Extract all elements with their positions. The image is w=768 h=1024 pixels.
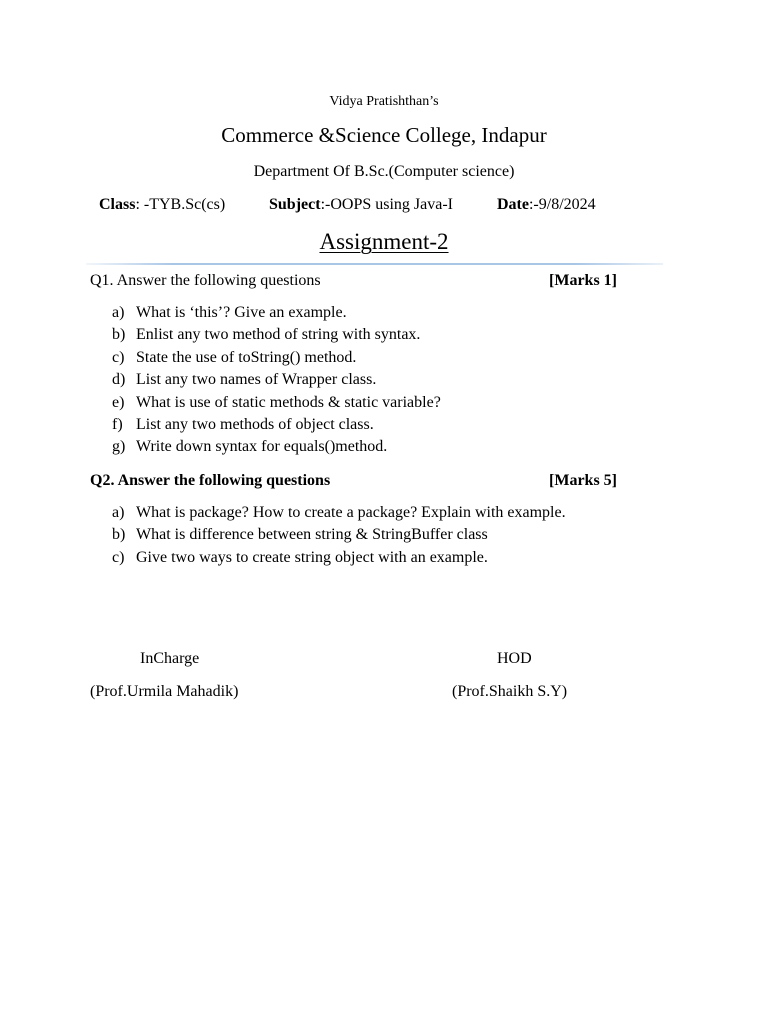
item-label: a) (112, 504, 125, 521)
item-text: What is ‘this’? Give an example. (136, 304, 347, 321)
list-item (112, 369, 441, 391)
incharge-role: InCharge (140, 650, 200, 667)
class-label: Class (99, 196, 136, 213)
q2-list (112, 502, 566, 569)
date-value: :-9/8/2024 (528, 196, 596, 213)
assignment-title: Assignment-2 (319, 229, 449, 254)
class-info (99, 196, 225, 214)
item-text: Enlist any two method of string with syntax. (136, 326, 421, 344)
list-item (112, 524, 566, 546)
item-label: c) (112, 548, 125, 566)
item-text: State the use of toString() method. (136, 348, 357, 366)
subject-value: :-OOPS using Java-I (320, 196, 453, 213)
list-item (112, 302, 441, 324)
item-text: Write down syntax for equals()method. (136, 438, 388, 456)
item-text: Give two ways to create string object with an example. (136, 548, 488, 566)
item-text: What is package? How to create a package? Explain with example. (136, 504, 566, 521)
item-text: List any two names of Wrapper class. (136, 371, 377, 389)
list-item (112, 547, 566, 569)
list-item (112, 436, 441, 458)
institute-name: Vidya Pratishthan’s (329, 94, 439, 109)
item-text: List any two methods of object class. (136, 415, 374, 433)
date-info (497, 196, 596, 214)
college-name: Commerce &Science College, Indapur (221, 123, 547, 147)
q2-marks: [Marks 5] (549, 472, 617, 489)
item-label: b) (112, 526, 126, 544)
class-value: : -TYB.Sc(cs) (135, 196, 226, 213)
subject-label: Subject (269, 196, 321, 213)
list-item (112, 324, 441, 346)
list-item (112, 392, 441, 414)
item-label: c) (112, 348, 125, 366)
list-item (112, 414, 441, 436)
q1-heading: Q1. Answer the following questions (90, 272, 321, 289)
hod-name: (Prof.Shaikh S.Y) (452, 683, 568, 700)
date-label: Date (497, 196, 529, 213)
item-label: a) (112, 304, 125, 321)
title-divider (86, 263, 663, 265)
item-label: b) (112, 326, 126, 344)
department-name: Department Of B.Sc.(Computer science) (253, 163, 515, 180)
item-label: d) (112, 371, 126, 389)
list-item (112, 502, 566, 524)
subject-info (269, 196, 453, 214)
item-label: f) (112, 415, 123, 433)
list-item (112, 347, 441, 369)
item-text: What is use of static methods & static variable? (136, 393, 441, 411)
hod-role: HOD (497, 650, 532, 667)
item-text: What is difference between string & StringBuffer class (136, 526, 488, 544)
q2-heading: Q2. Answer the following questions (90, 472, 331, 489)
incharge-name: (Prof.Urmila Mahadik) (90, 683, 239, 700)
item-label: g) (112, 438, 126, 456)
q1-list (112, 302, 441, 459)
q1-marks: [Marks 1] (549, 272, 617, 289)
item-label: e) (112, 393, 125, 411)
